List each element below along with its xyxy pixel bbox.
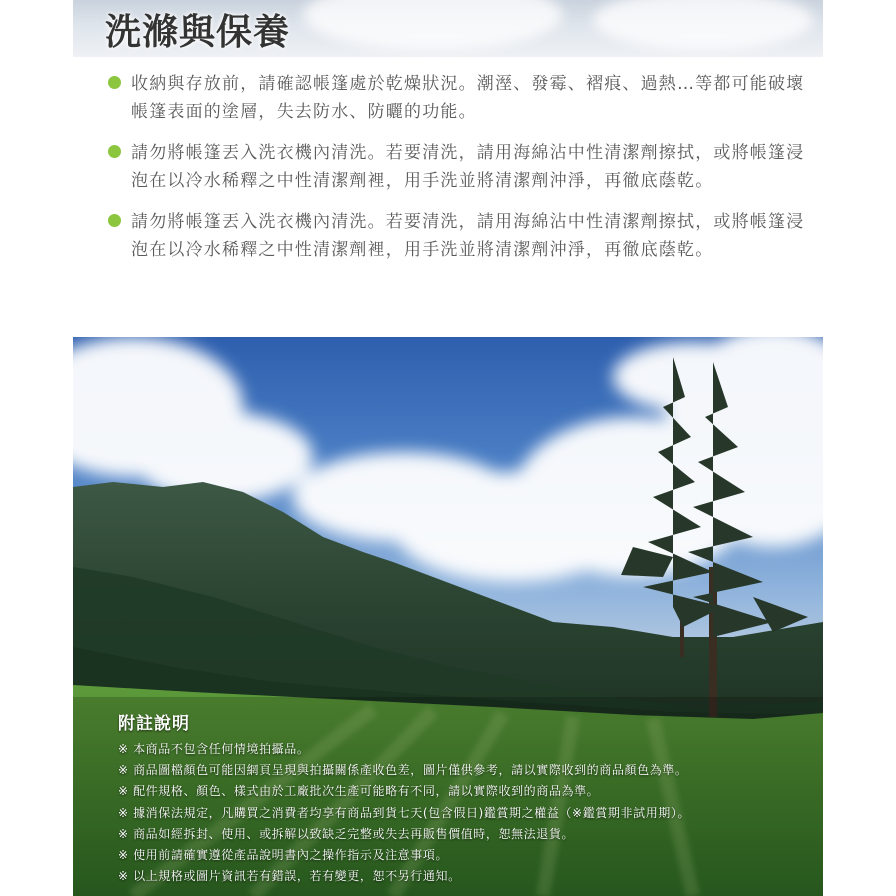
- note-line: ※ 配件規格、顏色、樣式由於工廠批次生產可能略有不同，請以實際收到的商品為準。: [118, 784, 600, 799]
- header-banner: [73, 0, 823, 57]
- page-title: 洗滌與保養: [105, 12, 291, 53]
- note-line: ※ 據消保法規定，凡購買之消費者均享有商品到貨七天(包含假日)鑑賞期之權益（※鑑賞期非試用期）。: [118, 805, 691, 820]
- care-instructions-list: [105, 70, 805, 277]
- care-item-text: 請勿將帳篷丟入洗衣機內清洗。若要清洗，請用海綿沾中性清潔劑擦拭，或將帳篷浸泡在以冷水稀釋之中性清潔劑裡，用手洗並將清潔劑沖淨，再徹底蔭乾。: [131, 143, 805, 191]
- notes-title: 附註說明: [118, 714, 190, 734]
- landscape-photo: [73, 337, 823, 896]
- care-item-text: 請勿將帳篷丟入洗衣機內清洗。若要清洗，請用海綿沾中性清潔劑擦拭，或將帳篷浸泡在以冷水稀釋之中性清潔劑裡，用手洗並將清潔劑沖淨，再徹底蔭乾。: [131, 212, 805, 260]
- banner-cloud: [303, 0, 563, 50]
- list-item: [105, 70, 805, 126]
- note-line: ※ 商品圖檔顏色可能因網頁呈現與拍攝關係產收色差，圖片僅供參考，請以實際收到的商品顏色為準。: [118, 763, 688, 778]
- note-line: ※ 以上規格或圖片資訊若有錯誤，若有變更，恕不另行通知。: [118, 869, 461, 884]
- note-line: ※ 本商品不包含任何情境拍攝品。: [118, 742, 310, 756]
- notes-section: [118, 709, 818, 887]
- note-line: ※ 使用前請確實遵從產品說明書內之操作指示及注意事項。: [118, 848, 449, 863]
- green-bullet-icon: [108, 76, 121, 89]
- green-bullet-icon: [108, 214, 121, 227]
- note-line: ※ 商品如經拆封、使用、或拆解以致缺乏完整或失去再販售價值時，恕無法退貨。: [118, 826, 575, 841]
- green-bullet-icon: [108, 145, 121, 158]
- list-item: [105, 139, 805, 195]
- list-item: [105, 208, 805, 264]
- care-item-text: 收納與存放前，請確認帳篷處於乾燥狀況。潮溼、發霉、褶痕、過熱…等都可能破壞帳篷表面的塗層，失去防水、防曬的功能。: [131, 74, 805, 122]
- banner-cloud: [593, 0, 813, 50]
